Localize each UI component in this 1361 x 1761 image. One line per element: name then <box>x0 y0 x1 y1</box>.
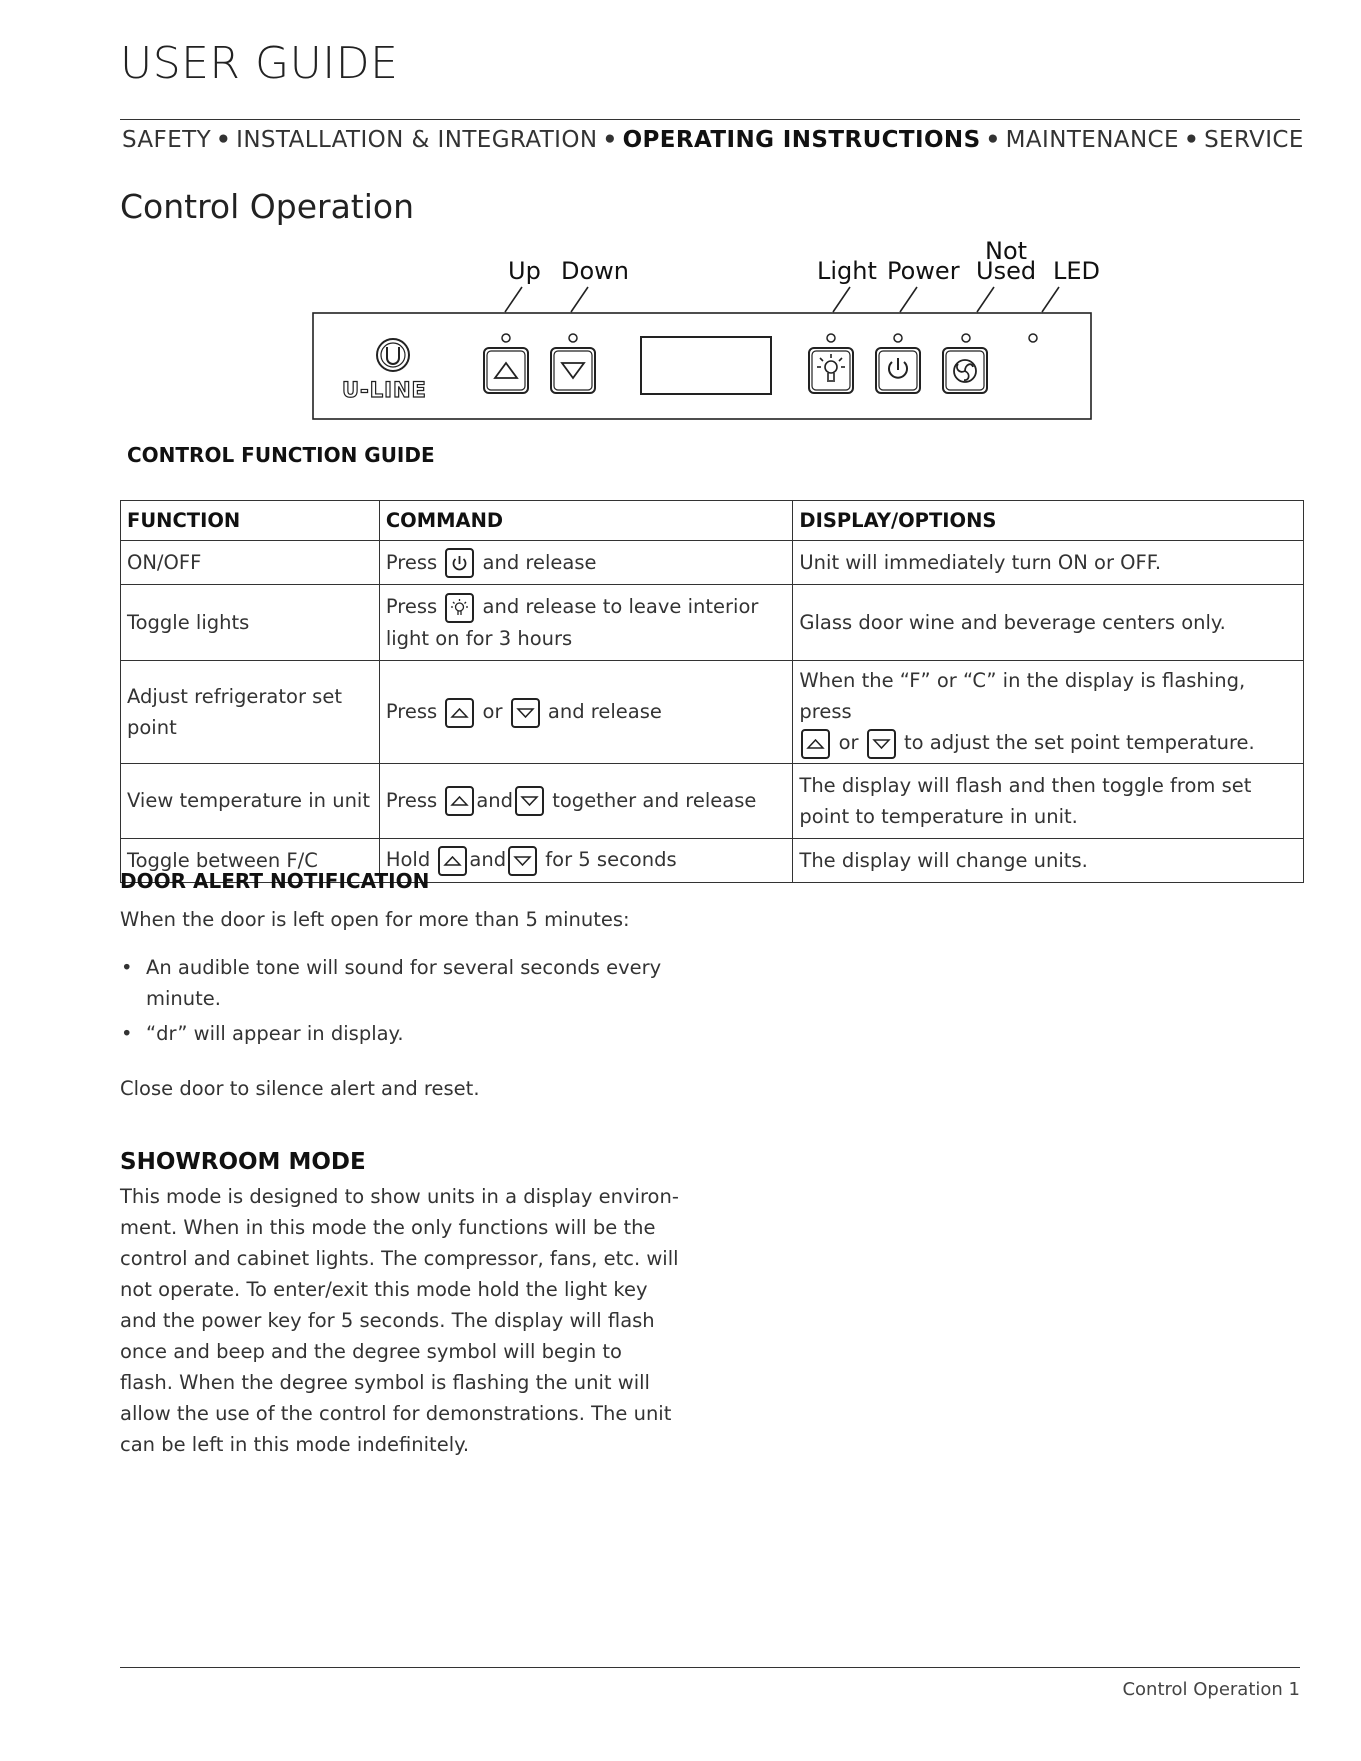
door-alert-intro: When the door is left open for more than 5 minutes: <box>120 908 630 931</box>
cell-function: View temperature in unit <box>121 763 380 838</box>
table-row <box>121 585 1304 661</box>
cell-command: Hold and for 5 seconds <box>379 838 793 882</box>
table-row <box>121 541 1304 585</box>
showroom-mode-title: SHOWROOM MODE <box>120 1149 366 1175</box>
doc-title: USER GUIDE <box>120 38 399 89</box>
nav-operating-instructions: OPERATING INSTRUCTIONS <box>622 127 981 153</box>
label-led: LED <box>1053 257 1101 285</box>
list-item: • “dr” will appear in display. <box>120 1018 680 1049</box>
cell-command: Press and together and release <box>379 763 793 838</box>
door-alert-close: Close door to silence alert and reset. <box>120 1077 480 1100</box>
cell-command: Press or and release <box>379 661 793 764</box>
cell-command: Press and release <box>379 541 793 585</box>
label-light: Light <box>817 257 877 285</box>
nav-safety: SAFETY <box>122 127 212 153</box>
showroom-mode-body: This mode is designed to show units in a display environ-ment. When in this mode the only functions will be the control and cabinet lights. The compressor, fans, etc. will not operate. To enter/exit this mode hold the light key and the power key for 5 seconds. The display will flash once and beep and the degree symbol will begin to flash. When the degree symbol is flashing the unit will allow the use of the control for demonstrations. The unit can be left in this mode indefinitely. <box>120 1185 679 1456</box>
label-used: Used <box>976 257 1037 285</box>
label-power: Power <box>887 257 960 285</box>
list-item: • An audible tone will sound for several seconds every minute. <box>120 952 680 1014</box>
header-function: FUNCTION <box>121 501 380 541</box>
cell-function: ON/OFF <box>121 541 380 585</box>
control-function-guide-title: CONTROL FUNCTION GUIDE <box>127 443 435 467</box>
up-arrow-icon <box>801 729 830 759</box>
nav-maintenance: MAINTENANCE <box>1005 127 1179 153</box>
cell-function: Toggle lights <box>121 585 380 661</box>
uline-logo-text: U-LINE <box>342 378 427 402</box>
cell-display: When the “F” or “C” in the display is flashing, press or to adjust the set point temperature. <box>793 661 1304 764</box>
door-alert-title: DOOR ALERT NOTIFICATION <box>120 869 430 893</box>
nav-service: SERVICE <box>1204 127 1304 153</box>
section-nav: SAFETY • INSTALLATION & INTEGRATION • OPERATING INSTRUCTIONS • MAINTENANCE • SERVICE <box>122 127 1304 153</box>
label-down: Down <box>561 257 630 285</box>
table-header-row <box>121 501 1304 541</box>
light-bulb-icon <box>445 593 474 623</box>
panel-drawing <box>0 0 1361 430</box>
header-display-options: DISPLAY/OPTIONS <box>793 501 1304 541</box>
footer-rule <box>120 1667 1300 1668</box>
table-row <box>121 763 1304 838</box>
door-alert-list <box>120 952 680 1053</box>
cell-display: The display will flash and then toggle from set point to temperature in unit. <box>793 763 1304 838</box>
down-arrow-icon <box>511 698 540 728</box>
cell-function: Toggle between F/C <box>121 838 380 882</box>
header-command: COMMAND <box>379 501 793 541</box>
nav-installation: INSTALLATION & INTEGRATION <box>236 127 598 153</box>
down-arrow-icon <box>867 729 896 759</box>
control-function-table <box>120 500 1304 883</box>
cell-display: The display will change units. <box>793 838 1304 882</box>
page-footer: Control Operation 1 <box>1122 1679 1300 1700</box>
section-title: Control Operation <box>120 187 415 226</box>
cell-display: Glass door wine and beverage centers only. <box>793 585 1304 661</box>
cell-function: Adjust refrigerator set point <box>121 661 380 764</box>
power-icon <box>445 548 474 578</box>
down-arrow-icon <box>508 846 537 876</box>
up-arrow-icon <box>445 698 474 728</box>
cell-command: Press and release to leave interior light on for 3 hours <box>379 585 793 661</box>
cell-display: Unit will immediately turn ON or OFF. <box>793 541 1304 585</box>
down-arrow-icon <box>515 786 544 816</box>
label-not: Not <box>985 237 1028 265</box>
up-arrow-icon <box>438 846 467 876</box>
table-row <box>121 661 1304 764</box>
label-up: Up <box>508 257 541 285</box>
up-arrow-icon <box>445 786 474 816</box>
